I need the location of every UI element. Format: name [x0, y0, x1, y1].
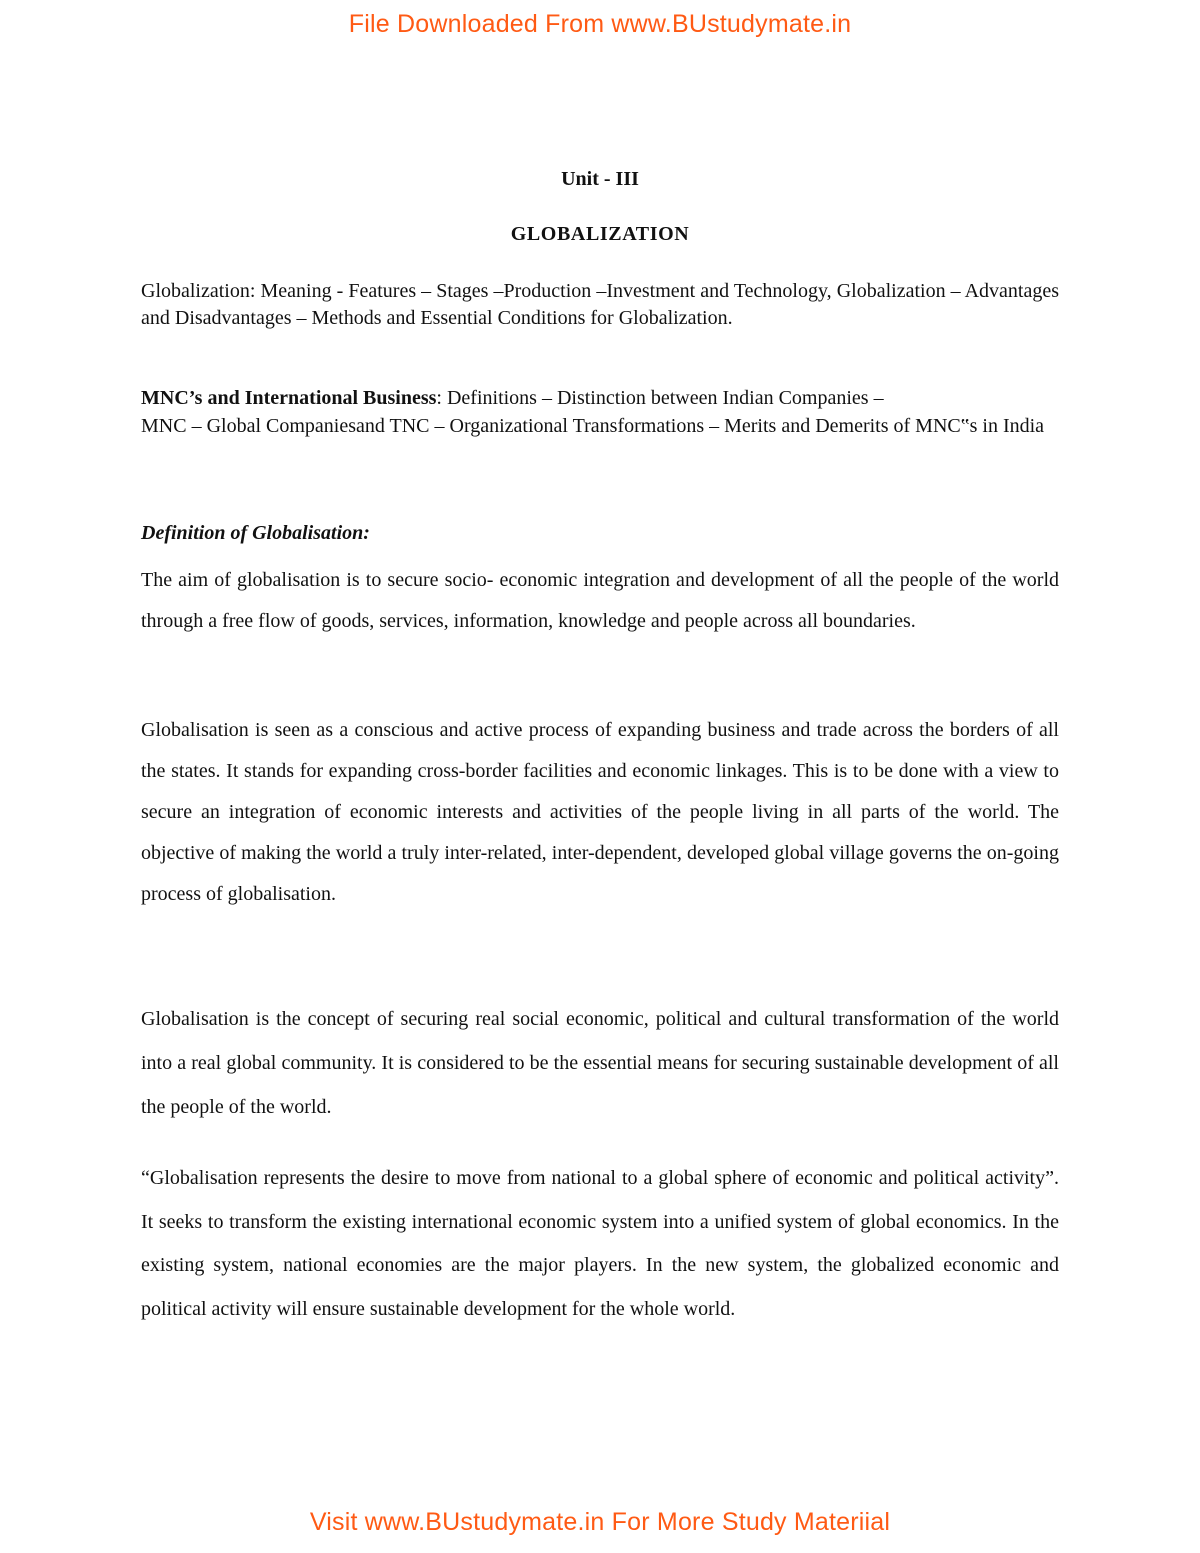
mnc-section-line2: MNC – Global Companiesand TNC – Organizational Transformations – Merits and Demerits of MNC‟s in India	[141, 414, 1045, 437]
footer-banner: Visit www.BUstudymate.in For More Study Materiial	[309, 1508, 891, 1536]
definition-heading: Definition of Globalisation:	[141, 522, 370, 544]
page-title: GLOBALIZATION	[510, 223, 690, 245]
paragraph: Globalisation is seen as a conscious and active process of expanding business and trade across the borders of all the states. It stands for expanding cross-border facilities and economic linkages. This is to be done with a view to secure an integration of economic interests and activities of the people living in all parts of the world. The objective of making the world a truly inter-related, inter-dependent, developed global village governs the on-going process of globalisation.	[141, 719, 1059, 905]
paragraph: The aim of globalisation is to secure socio- economic integration and development of all the people of the world through a free flow of goods, services, information, knowledge and people across all boundaries.	[141, 569, 1059, 632]
header-banner: File Downloaded From www.BUstudymate.in	[348, 10, 852, 38]
mnc-section-lead: MNC’s and International Business	[141, 387, 437, 409]
unit-title: Unit - III	[561, 168, 639, 190]
paragraph: “Globalisation represents the desire to move from national to a global sphere of economic and political activity”. It seeks to transform the existing international economic system into a unified system of global economics. In the existing system, national economies are the major players. In the new system, the globalized economic and political activity will ensure sustainable development for the whole world.	[141, 1167, 1059, 1320]
paragraph: Globalisation is the concept of securing real social economic, political and cultural transformation of the world into a real global community. It is considered to be the essential means for securing sustainable development of all the people of the world.	[141, 1008, 1059, 1118]
mnc-section	[141, 385, 1059, 440]
syllabus-text: Globalization: Meaning - Features – Stages –Production –Investment and Technology, Globalization – Advantages and Disadvantages – Methods and Essential Conditions for Globalization.	[141, 280, 1059, 329]
mnc-section-rest: : Definitions – Distinction between Indian Companies –	[436, 387, 884, 409]
